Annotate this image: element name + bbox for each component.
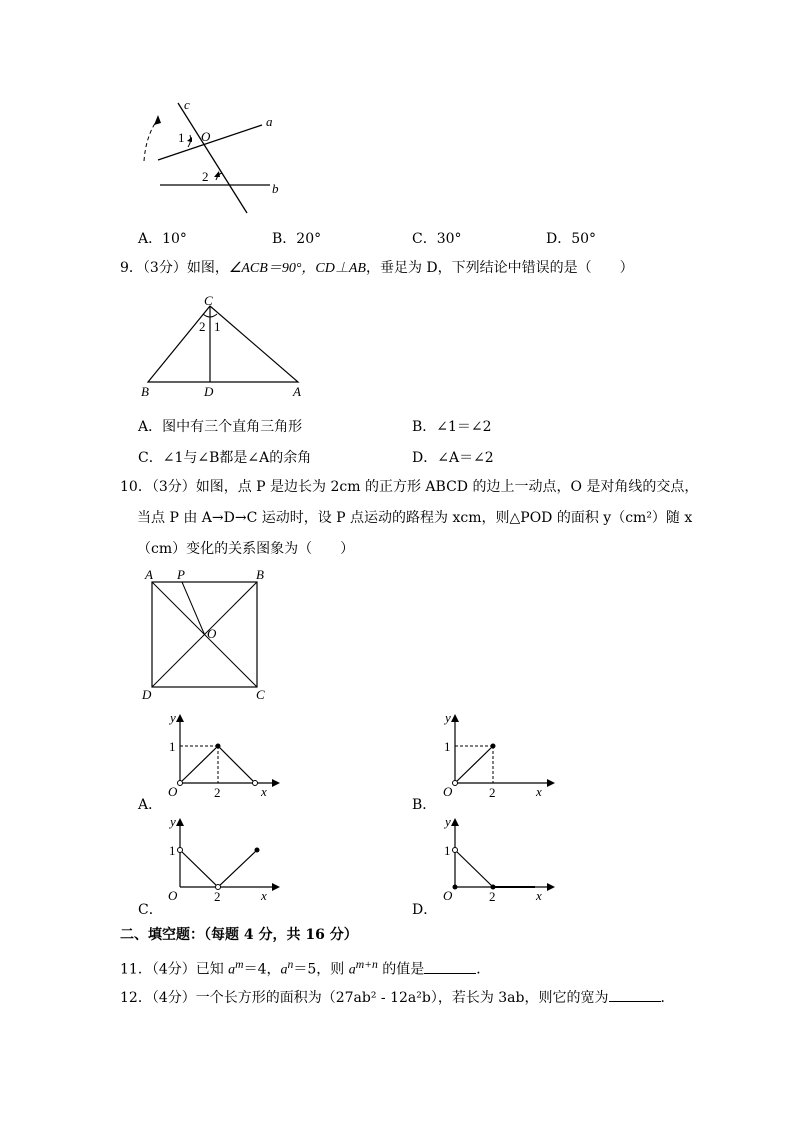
svg-text:1: 1 <box>169 739 176 754</box>
label-b: B <box>256 567 264 582</box>
q10-option-c[interactable]: C． <box>138 902 163 918</box>
label-b: B <box>141 384 149 399</box>
label-1: 1 <box>214 319 221 334</box>
section-title: 二、填空题：（每题 4 分，共 16 分） <box>120 927 358 943</box>
label-a: a <box>266 114 273 129</box>
svg-text:1: 1 <box>444 739 451 754</box>
q10-square-figure <box>140 566 275 706</box>
q9-option-a[interactable]: A．图中有三个直角三角形 <box>138 419 303 435</box>
svg-text:1: 1 <box>444 843 451 858</box>
svg-text:O: O <box>443 784 453 799</box>
q9-option-d[interactable]: D．∠A＝∠2 <box>412 450 494 466</box>
label-d: D <box>142 687 152 702</box>
label-d: D <box>204 384 214 399</box>
svg-text:x: x <box>536 888 542 903</box>
q11-stem: 11．（4分）已知 $a^m=4$，$a^n=5$，则 $a^{m+n}$ 的值是 ． <box>120 958 491 978</box>
svg-text:y: y <box>445 710 451 725</box>
svg-text:2: 2 <box>214 785 221 800</box>
q8-option-d[interactable]: D．50° <box>546 231 597 247</box>
svg-text:O: O <box>168 784 178 799</box>
q8-option-c[interactable]: C．30° <box>412 231 462 247</box>
label-1: 1 <box>178 130 185 145</box>
label-b: b <box>272 181 279 196</box>
q8-figure <box>130 95 290 220</box>
label-2: 2 <box>202 169 209 184</box>
q9-option-c[interactable]: C．∠1与∠B都是∠A的余角 <box>138 450 312 466</box>
svg-text:2: 2 <box>489 785 496 800</box>
svg-text:O: O <box>168 888 178 903</box>
q10-option-b[interactable]: B． <box>412 797 437 813</box>
svg-text:x: x <box>261 888 267 903</box>
graph-a <box>160 708 285 803</box>
label-p: P <box>177 567 185 582</box>
svg-text:2: 2 <box>214 889 221 904</box>
label-2: 2 <box>199 319 206 334</box>
svg-text:O: O <box>443 888 453 903</box>
line-c <box>178 103 247 213</box>
q10-option-d[interactable]: D． <box>412 902 438 918</box>
rotation-arrow <box>144 119 158 161</box>
svg-text:x: x <box>536 784 542 799</box>
graph-c <box>160 812 285 907</box>
label-c: C <box>256 687 265 702</box>
label-o: O <box>207 626 217 641</box>
triangle-abc <box>148 306 298 382</box>
svg-text:y: y <box>170 710 176 725</box>
q8-option-a[interactable]: A．10° <box>138 231 187 247</box>
q9-stem: 9．（3分）如图，∠ACB＝90°，CD⊥AB，垂足为 D，下列结论中错误的是（ ） <box>120 260 634 276</box>
q9-option-b[interactable]: B．∠1＝∠2 <box>412 419 492 435</box>
label-c: c <box>184 97 190 112</box>
graph-b <box>435 708 560 803</box>
label-a: A <box>293 384 301 399</box>
q10-stem-line1: 10．（3分）如图，点 P 是边长为 2cm 的正方形 ABCD 的边上一动点，O 是对角线的交点， <box>120 479 699 495</box>
svg-text:y: y <box>445 814 451 829</box>
label-o: O <box>201 129 211 144</box>
segment-po <box>182 582 205 635</box>
label-a: A <box>145 567 153 582</box>
graph-d <box>435 812 560 907</box>
q10-stem-line3: （cm）变化的关系图象为（ ） <box>137 541 355 557</box>
q8-option-b[interactable]: B．20° <box>272 231 322 247</box>
q10-stem-line2: 当点 P 由 A→D→C 运动时，设 P 点运动的路程为 xcm，则△POD 的面积 y（cm²）随 x <box>137 510 693 526</box>
label-c: C <box>204 293 213 308</box>
q9-figure <box>135 290 310 400</box>
svg-text:2: 2 <box>489 889 496 904</box>
svg-text:x: x <box>261 784 267 799</box>
svg-text:y: y <box>170 814 176 829</box>
q12-stem: 12．（4分）一个长方形的面积为（27ab² - 12a²b），若长为 3ab，则它的宽为 ． <box>120 987 675 1008</box>
q10-option-a[interactable]: A． <box>138 797 163 813</box>
q11-answer-blank[interactable] <box>424 959 476 974</box>
svg-text:1: 1 <box>169 843 176 858</box>
q12-answer-blank[interactable] <box>609 987 661 1002</box>
